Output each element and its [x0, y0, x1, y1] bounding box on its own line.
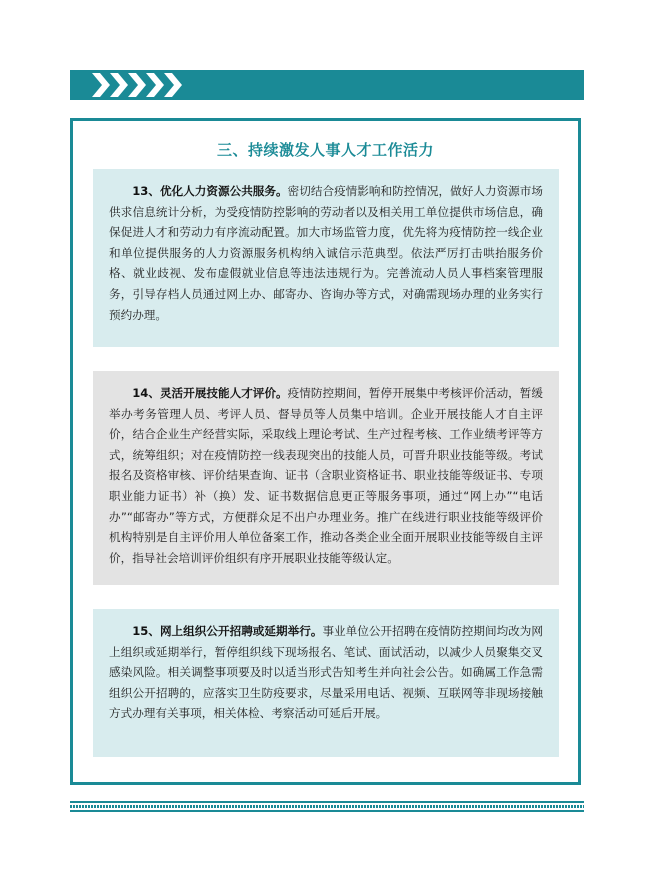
divider-line [70, 801, 584, 803]
item-body: 密切结合疫情影响和防控情况，做好人力资源市场供求信息统计分析，为受疫情防控影响的劳动者以及相关用工单位提供市场信息，确保促进人才和劳动力有序流动配置。加大市场监管力度，优先将为疫情防控一线企业和单位提供服务的人力资源服务机构纳入诚信示范典型。依法严厉打击哄抬服务价格、就业歧视、发布虚假就业信息等违法违规行为。完善流动人员人事档案管理服务，引导存档人员通过网上办、邮寄办、咨询办等方式，对确需现场办理的业务实行预约办理。 [109, 184, 543, 322]
item-panel-14 [93, 371, 559, 585]
item-heading: 14、灵活开展技能人才评价。 [132, 386, 288, 400]
item-paragraph [109, 383, 543, 568]
item-paragraph [109, 181, 543, 325]
section-title: 三、持续激发人事人才工作活力 [216, 141, 434, 159]
chevron-arrows-icon [90, 70, 180, 100]
divider-dashed-line [70, 805, 584, 808]
item-heading: 13、优化人力资源公共服务。 [132, 184, 288, 198]
item-body: 疫情防控期间，暂停开展集中考核评价活动，暂缓举办考务管理人员、考评人员、督导员等人员集中培训。企业开展技能人才自主评价，结合企业生产经营实际，采取线上理论考试、生产过程考核、工作业绩考评等方式，统筹组织；对在疫情防控一线表现突出的技能人员，可晋升职业技能等级。考试报名及资格审核、评价结果查询、证书（含职业资格证书、职业技能等级证书、专项职业能力证书）补（换）发、证书数据信息更正等服务事项，通过“网上办”“电话办”“邮寄办”等方式，方便群众足不出户办理业务。推广在线进行职业技能等级评价机构特别是自主评价用人单位备案工作，推动各类企业全面开展职业技能等级自主评价，指导社会培训评价组织有序开展职业技能等级认定。 [109, 386, 543, 565]
content-frame [70, 118, 581, 785]
divider-line [70, 810, 584, 812]
chevron-icon [162, 70, 184, 100]
item-heading: 15、网上组织公开招聘或延期举行。 [132, 624, 323, 638]
item-paragraph [109, 621, 543, 724]
top-banner [70, 70, 584, 100]
item-panel-15 [93, 609, 559, 757]
bottom-divider [70, 801, 584, 813]
item-panel-13 [93, 169, 559, 347]
item-body: 事业单位公开招聘在疫情防控期间均改为网上组织或延期举行，暂停组织线下现场报名、笔试、面试活动，以减少人员聚集交叉感染风险。相关调整事项要及时以适当形式告知考生并向社会公告。如确属工作急需组织公开招聘的，应落实卫生防疫要求，尽量采用电话、视频、互联网等非现场接触方式办理有关事项，相关体检、考察活动可延后开展。 [109, 624, 543, 721]
